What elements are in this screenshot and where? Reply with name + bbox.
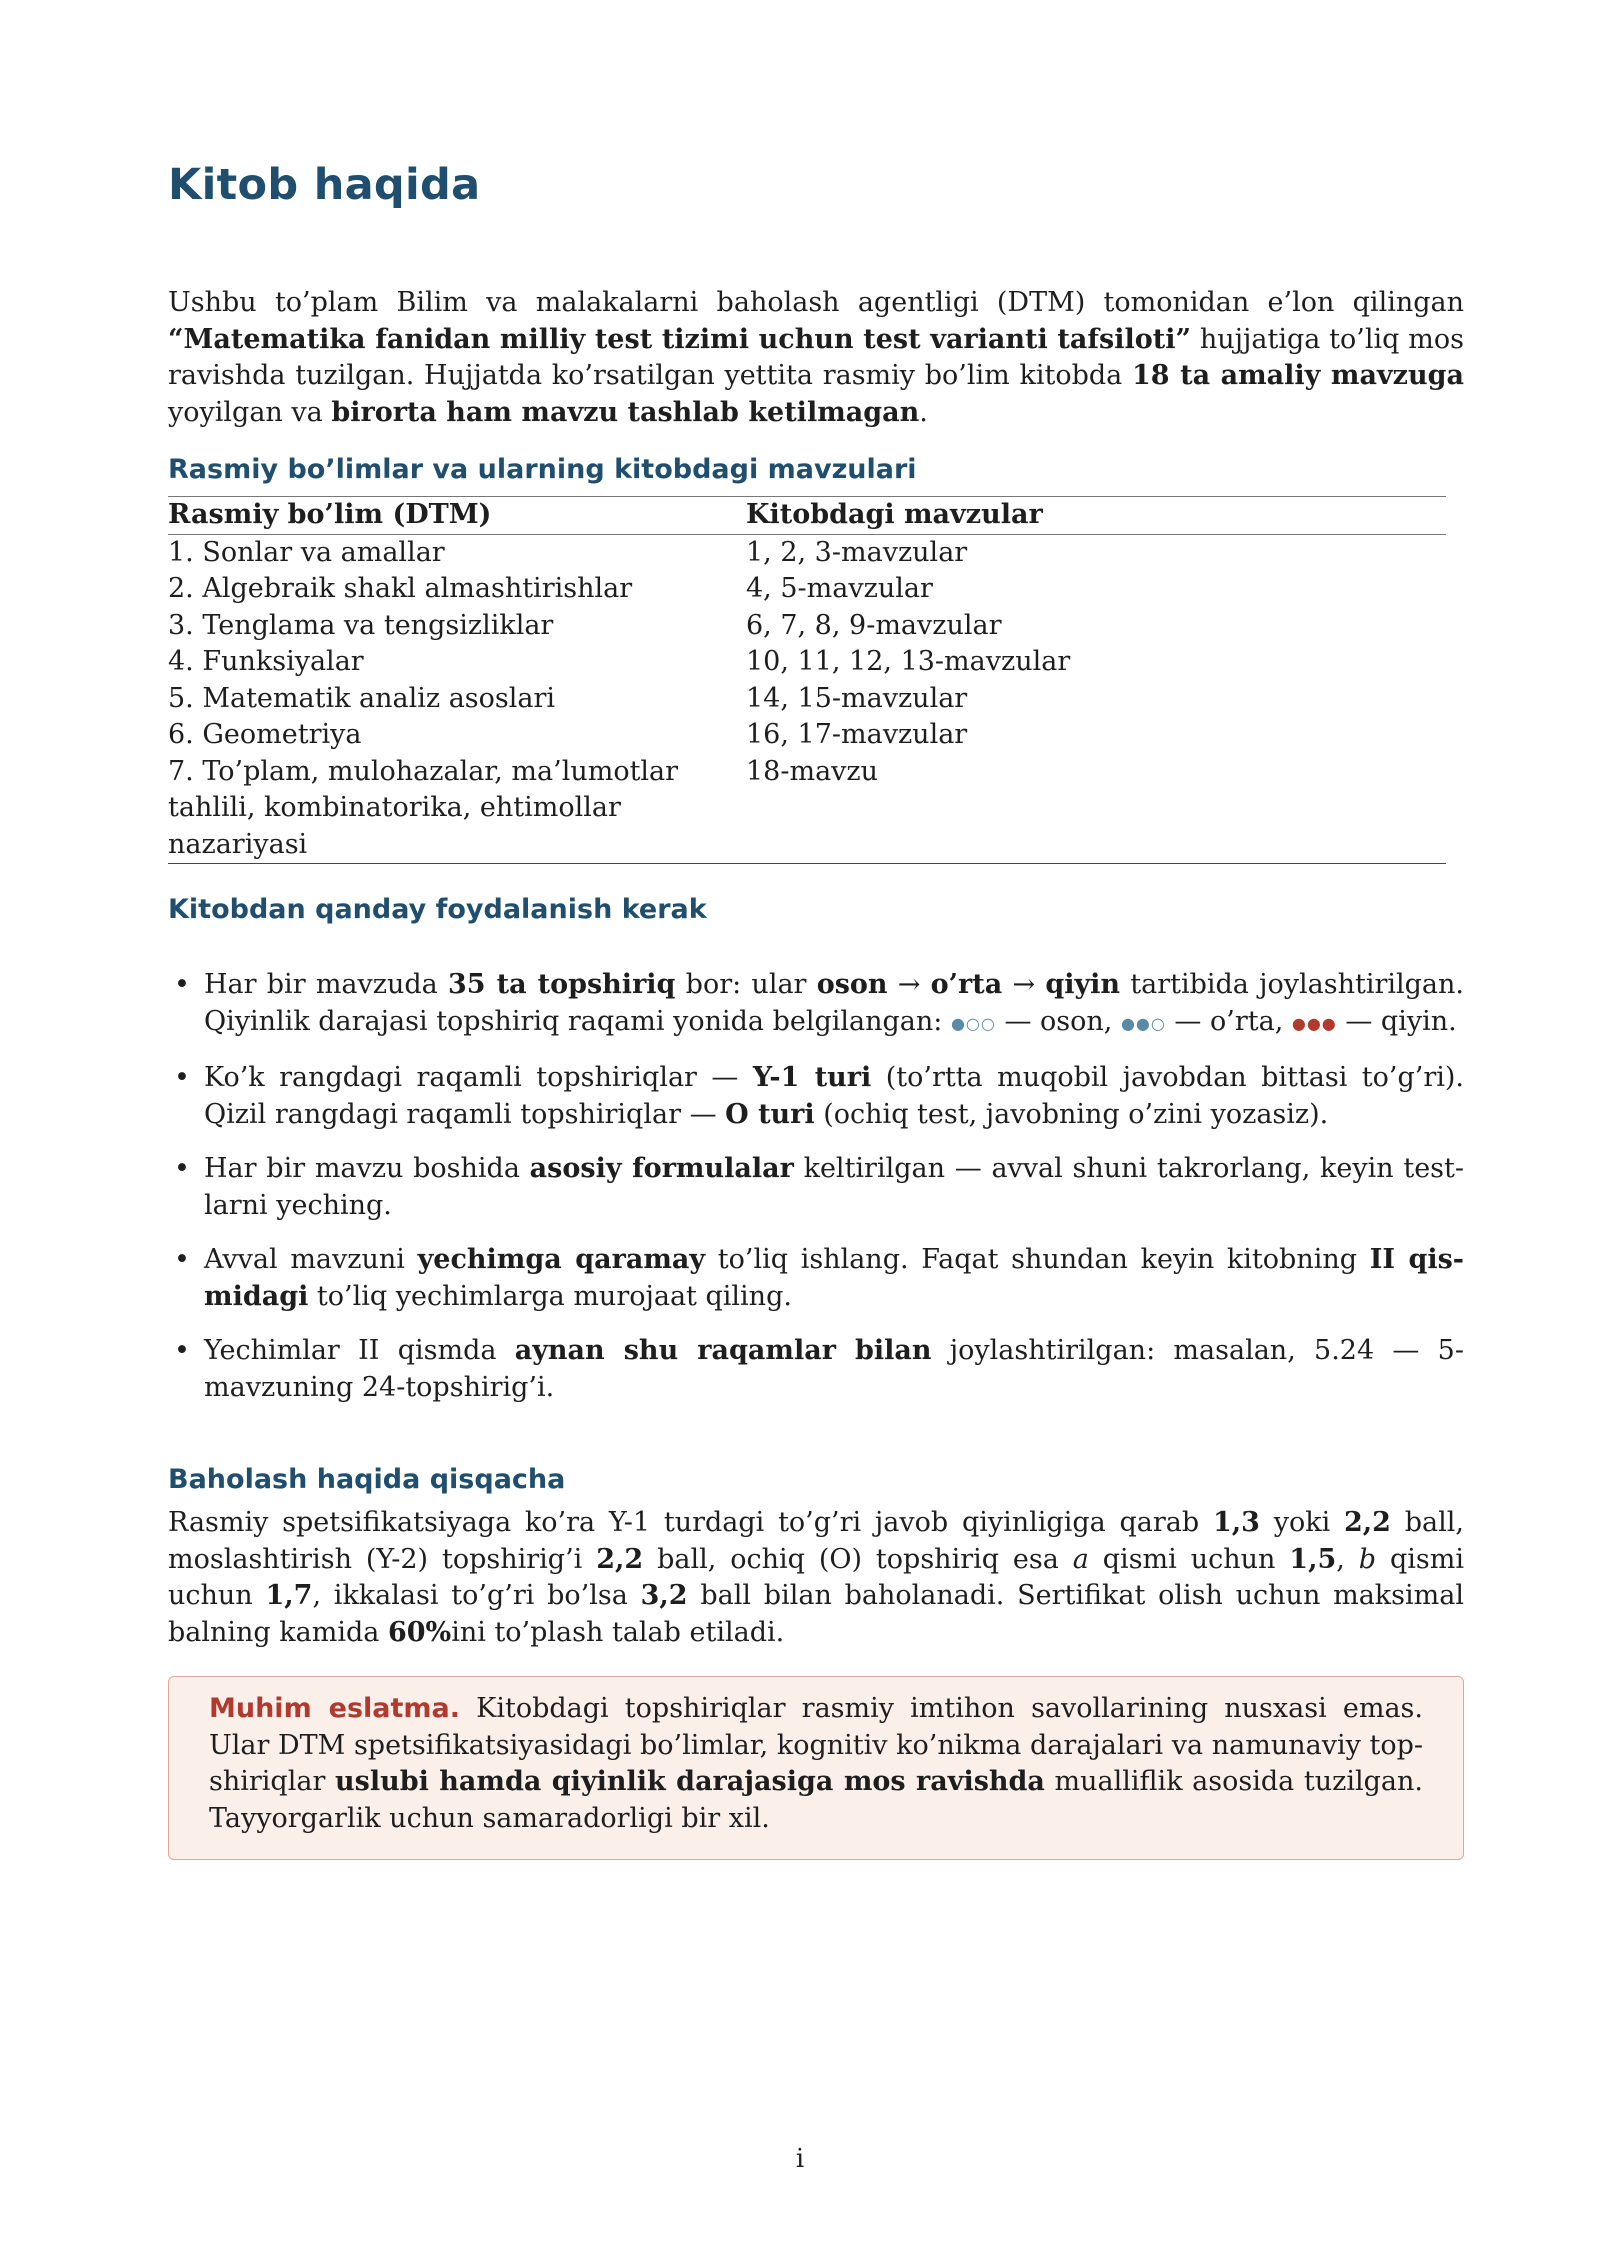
list-emphasis: 35 ta topshiriq [448, 969, 676, 1000]
math-variable: a [1072, 1543, 1089, 1575]
score-value: 2,2 [1344, 1507, 1391, 1538]
score-value: 60% [387, 1616, 452, 1648]
note-emphasis: uslubi hamda qiyinlik darajasiga mos ravishda [334, 1766, 1045, 1797]
list-emphasis: oson [816, 969, 888, 1000]
list-text: bor: ular [675, 969, 817, 1000]
grading-text: ball, ochiq (O) topshiriq esa [643, 1543, 1073, 1575]
table-row [168, 571, 1446, 608]
grading-text: , ikkalasi to’g’ri bo’lsa [312, 1580, 641, 1611]
list-emphasis: aynan shu raqamlar bilan [514, 1335, 932, 1366]
difficulty-hard-icon: ●●● [1291, 1013, 1337, 1033]
table-row [168, 681, 1446, 718]
list-text: — o’rta, [1165, 1005, 1292, 1037]
table-cell-topics: 10, 11, 12, 13-mavzular [746, 646, 1071, 677]
list-item [168, 1242, 1464, 1315]
note-text: Kitobdagi topshiriqlar rasmiy imtihon savollarining nusxasi emas. Ular DTM spetsifikatsiyasidagi bo’limlar, kognitiv ko’nikma darajalari va namunaviy top-shiriqlar [209, 1693, 1423, 1797]
table-cell-section: 3. Tenglama va tengsizliklar [168, 609, 554, 641]
table-cell-section: 4. Funksiyalar [168, 646, 364, 677]
grading-text: ball bilan baholanadi. Sertifikat olish uchun maksimal balning kamida [168, 1580, 1464, 1648]
grading-text: qismi uchun [1088, 1543, 1290, 1575]
grading-text: ini to’plash talab etiladi. [451, 1616, 785, 1648]
list-text: keltirilgan — avval shuni takrorlang, keyin test-larni yeching. [204, 1153, 1465, 1221]
difficulty-easy-icon: ●○○ [950, 1013, 996, 1033]
list-text: Ko’k rangdagi raqamli topshiriqlar — [204, 1062, 753, 1093]
list-emphasis: qiyin [1045, 969, 1121, 1000]
intro-paragraph [168, 285, 1464, 431]
list-item [168, 1151, 1464, 1224]
list-text: joylashtirilgan: masalan, 5.24 — 5-mavzuning 24-topshirig’i. [204, 1335, 1464, 1403]
table-row [168, 608, 1446, 645]
table-cell-topics: 18-mavzu [746, 755, 879, 787]
table-cell-section: 6. Geometriya [168, 719, 362, 750]
list-emphasis: asosiy formulalar [529, 1153, 794, 1184]
table-cell-section: 7. To’plam, mulohazalar, ma’lumotlar tahlili, kombinatorika, ehtimollar nazariyasi [168, 755, 679, 860]
list-text: Yechimlar II qismda [204, 1335, 515, 1366]
grading-text: , [1336, 1543, 1359, 1575]
list-text: Har bir mavzuda [204, 969, 448, 1000]
grading-text: Rasmiy spetsifikatsiyaga ko’ra Y-1 turdagi to’g’ri javob qiyinligiga qarab [168, 1507, 1213, 1538]
arrow-icon: → [1002, 969, 1046, 1000]
list-emphasis: Y-1 turi [752, 1062, 872, 1093]
table-cell-section: 1. Sonlar va amallar [168, 536, 445, 568]
list-text: (ochiq test, javobning o’zini yozasiz). [814, 1098, 1329, 1130]
list-emphasis: II qis-midagi [204, 1244, 1465, 1312]
difficulty-medium-icon: ●●○ [1120, 1013, 1166, 1033]
table-header-cell: Kitobdagi mavzular [746, 499, 1043, 530]
table-cell-topics: 6, 7, 8, 9-mavzular [746, 609, 1002, 641]
table-header-row [168, 497, 1446, 535]
page-title: Kitob haqida [168, 160, 481, 210]
usage-list [168, 967, 1464, 1424]
list-text: (to’rtta muqobil javobdan bittasi to’g’ri). Qizil rangdagi raqamli topshiriqlar — [204, 1062, 1464, 1130]
section-heading-usage: Kitobdan qanday foydalanish kerak [168, 894, 707, 925]
table-row [168, 644, 1446, 681]
list-text: Avval mavzuni [204, 1244, 418, 1275]
list-text: — qiyin. [1336, 1005, 1457, 1037]
math-variable: b [1358, 1543, 1377, 1575]
list-item [168, 967, 1464, 1042]
list-text: tartibida joylashtirilgan. Qiyinlik darajasi topshiriq raqami yonida belgilangan: [204, 969, 1464, 1037]
score-value: 1,7 [265, 1580, 313, 1611]
grading-text: yoki [1259, 1507, 1344, 1538]
intro-text: hujjatiga to’liq mos ravishda tuzilgan. Hujjatda ko’rsatilgan yettita rasmiy bo’lim kitobda [168, 323, 1464, 391]
table-row [168, 535, 1446, 572]
section-heading-sections: Rasmiy bo’limlar va ularning kitobdagi mavzulari [168, 454, 917, 485]
intro-text: Ushbu to’plam Bilim va malakalarni baholash agentligi (DTM) tomonidan e’lon qilingan [168, 287, 1464, 318]
document-name: “Matematika fanidan milliy test tizimi uchun test varianti tafsiloti” [168, 323, 1191, 355]
grading-text: qismi uchun [168, 1543, 1464, 1611]
score-value: 1,3 [1212, 1507, 1260, 1538]
list-text: — oson, [995, 1005, 1121, 1037]
note-paragraph [209, 1691, 1423, 1837]
page-number: i [795, 2144, 805, 2174]
list-text: Har bir mavzu boshida [204, 1153, 530, 1184]
list-text: to’liq ishlang. Faqat shundan keyin kitobning [705, 1244, 1370, 1275]
score-value: 1,5 [1289, 1543, 1337, 1575]
table-cell-topics: 1, 2, 3-mavzular [746, 536, 968, 568]
table-cell-topics: 14, 15-mavzular [746, 682, 968, 714]
important-note-box [168, 1676, 1464, 1860]
grading-paragraph [168, 1505, 1464, 1651]
section-heading-grading: Baholash haqida qisqacha [168, 1464, 566, 1495]
table-row [168, 754, 1446, 864]
sections-table [168, 496, 1446, 864]
list-emphasis: o’rta [930, 969, 1003, 1000]
list-text: to’liq yechimlarga murojaat qiling. [308, 1280, 792, 1312]
list-item [168, 1333, 1464, 1406]
intro-emphasis: birorta ham mavzu tashlab ketilmagan [331, 396, 920, 428]
score-value: 2,2 [596, 1543, 644, 1575]
table-row [168, 717, 1446, 754]
table-cell-topics: 4, 5-mavzular [746, 573, 933, 604]
list-item [168, 1060, 1464, 1133]
note-text: mualliflik asosida tuzilgan. Tayyorgarlik uchun samaradorligi bir xil. [209, 1766, 1423, 1834]
intro-text: yoyilgan va [168, 396, 332, 428]
grading-text: ball, moslashtirish (Y-2) topshirig’i [168, 1507, 1464, 1575]
list-emphasis: O turi [725, 1098, 815, 1130]
table-cell-section: 2. Algebraik shakl almashtirishlar [168, 573, 633, 604]
list-emphasis: yechimga qaramay [417, 1244, 706, 1275]
table-cell-topics: 16, 17-mavzular [746, 719, 968, 750]
intro-text: . [919, 396, 928, 428]
topic-count: 18 ta amaliy mavzuga [1131, 360, 1464, 391]
table-header-cell: Rasmiy bo’lim (DTM) [168, 499, 492, 530]
table-cell-section: 5. Matematik analiz asoslari [168, 682, 556, 714]
arrow-icon: → [887, 969, 931, 1000]
note-label: Muhim eslatma. [209, 1693, 461, 1724]
score-value: 3,2 [640, 1580, 688, 1611]
